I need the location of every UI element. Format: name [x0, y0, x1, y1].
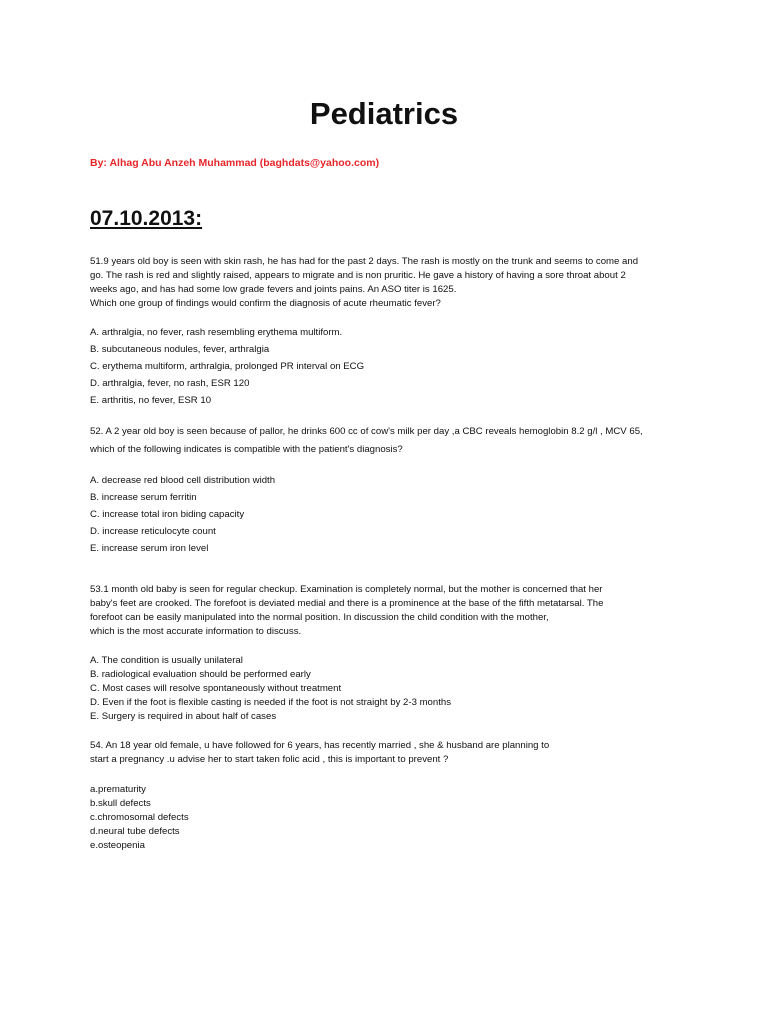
answer-option: D. arthralgia, fever, no rash, ESR 120 — [90, 378, 250, 389]
answer-option: C. erythema multiform, arthralgia, prolonged PR interval on ECG — [90, 361, 365, 372]
answer-option: E. arthritis, no fever, ESR 10 — [90, 395, 212, 406]
page-title: Pediatrics — [309, 96, 459, 131]
question-line: baby's feet are crooked. The forefoot is deviated medial and there is a prominence at the base of the fifth metatarsal. The — [90, 598, 604, 609]
question-51-options — [90, 324, 690, 409]
answer-option: c.chromosomal defects — [90, 812, 189, 823]
answer-option: D. increase reticulocyte count — [90, 526, 216, 537]
answer-option: B. subcutaneous nodules, fever, arthralgia — [90, 344, 270, 355]
question-line: 54. An 18 year old female, u have followed for 6 years, has recently married , she & husband are planning to — [90, 740, 550, 751]
question-line: forefoot can be easily manipulated into the normal position. In discussion the child condition with the mother, — [90, 612, 549, 623]
answer-option: C. increase total iron biding capacity — [90, 509, 245, 520]
answer-option: A. decrease red blood cell distribution width — [90, 475, 276, 486]
question-line: 52. A 2 year old boy is seen because of pallor, he drinks 600 cc of cow's milk per day ,a CBC reveals hemoglobin 8.2 g/l , MCV 65, — [90, 426, 643, 437]
question-53-options — [90, 654, 690, 724]
question-52-options — [90, 472, 690, 557]
question-54-stem — [90, 739, 690, 767]
question-53-stem — [90, 583, 690, 639]
date-heading: 07.10.2013: — [90, 207, 203, 230]
answer-option: D. Even if the foot is flexible casting is needed if the foot is not straight by 2-3 months — [90, 697, 452, 708]
question-line: go. The rash is red and slightly raised, appears to migrate and is non pruritic. He gave a history of having a sore throat about 2 — [90, 270, 626, 281]
question-line: weeks ago, and has had some low grade fevers and joints pains. An ASO titer is 1625. — [90, 284, 457, 295]
question-line: which is the most accurate information to discuss. — [90, 626, 302, 637]
question-line: Which one group of findings would confirm the diagnosis of acute rheumatic fever? — [90, 298, 441, 309]
answer-option: a.prematurity — [90, 784, 146, 795]
question-51-stem — [90, 255, 690, 311]
answer-option: B. increase serum ferritin — [90, 492, 197, 503]
answer-option: E. increase serum iron level — [90, 543, 209, 554]
author-byline: By: Alhag Abu Anzeh Muhammad (baghdats@yahoo.com) — [90, 157, 380, 169]
answer-option: d.neural tube defects — [90, 826, 180, 837]
answer-option: b.skull defects — [90, 798, 151, 809]
question-line: 51.9 years old boy is seen with skin rash, he has had for the past 2 days. The rash is mostly on the trunk and seems to come and — [90, 256, 639, 267]
question-line: 53.1 month old baby is seen for regular checkup. Examination is completely normal, but the mother is concerned that her — [90, 584, 603, 595]
answer-option: e.osteopenia — [90, 840, 145, 851]
question-54-options — [90, 783, 690, 853]
answer-option: E. Surgery is required in about half of cases — [90, 711, 277, 722]
question-line: which of the following indicates is compatible with the patient's diagnosis? — [90, 444, 403, 455]
answer-option: A. The condition is usually unilateral — [90, 655, 243, 666]
answer-option: B. radiological evaluation should be performed early — [90, 669, 311, 680]
question-52-stem — [90, 423, 690, 459]
answer-option: A. arthralgia, no fever, rash resembling erythema multiform. — [90, 327, 343, 338]
answer-option: C. Most cases will resolve spontaneously without treatment — [90, 683, 342, 694]
question-line: start a pregnancy .u advise her to start taken folic acid , this is important to prevent ? — [90, 754, 449, 765]
